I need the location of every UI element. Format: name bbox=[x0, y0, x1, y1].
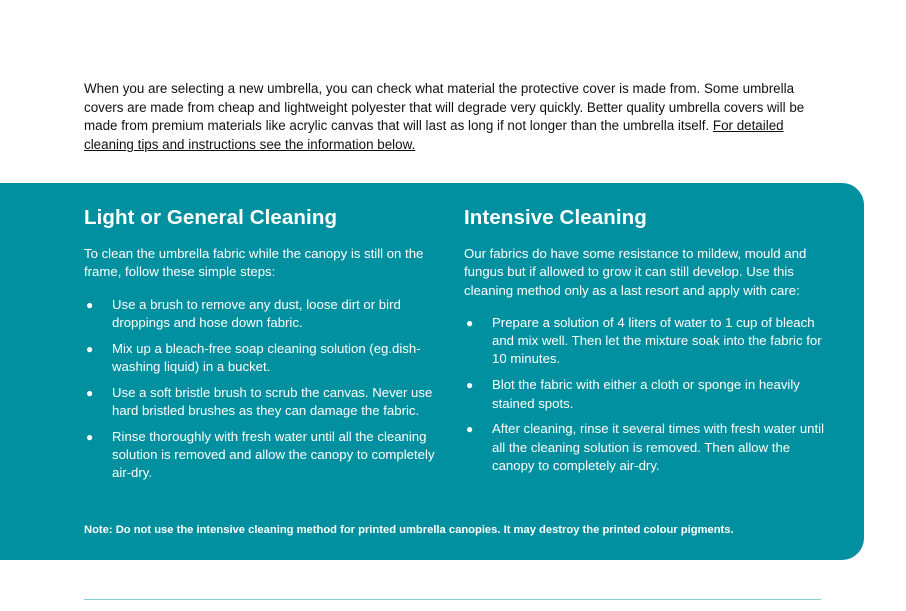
light-cleaning-title: Light or General Cleaning bbox=[84, 206, 338, 229]
bullet-icon: ● bbox=[86, 429, 94, 444]
list-item: ● Mix up a bleach-free soap cleaning solution (eg.dish-washing liquid) in a bucket. bbox=[86, 340, 421, 374]
cleaning-panel bbox=[0, 183, 864, 560]
list-item: ● Prepare a solution of 4 liters of water to 1 cup of bleach and mix well. Then let the mixture soak into the fabric for 10 minutes. bbox=[466, 314, 822, 367]
light-cleaning-list bbox=[84, 296, 436, 483]
bullet-icon: ● bbox=[86, 341, 94, 356]
list-item: ● Blot the fabric with either a cloth or sponge in heavily stained spots. bbox=[466, 377, 800, 411]
list-item: ● Rinse thoroughly with fresh water until all the cleaning solution is removed and allow the canopy to completely air-dry. bbox=[86, 428, 435, 481]
bullet-icon: ● bbox=[466, 378, 474, 393]
list-item: ● Use a soft bristle brush to scrub the canvas. Never use hard bristled brushes as they can damage the fabric. bbox=[86, 384, 433, 419]
light-cleaning-lead: To clean the umbrella fabric while the canopy is still on the frame, follow these simple steps: bbox=[84, 246, 424, 280]
bullet-icon: ● bbox=[86, 385, 94, 400]
printed-canopy-note: Note: Do not use the intensive cleaning method for printed umbrella canopies. It may destroy the printed colour pigments. bbox=[84, 524, 734, 536]
bullet-icon: ● bbox=[466, 422, 474, 437]
intensive-cleaning-title: Intensive Cleaning bbox=[464, 206, 647, 229]
list-item: ● Use a brush to remove any dust, loose dirt or bird droppings and hose down fabric. bbox=[86, 296, 401, 330]
bullet-icon: ● bbox=[466, 315, 474, 330]
intensive-cleaning-section bbox=[464, 205, 826, 483]
intro-text: When you are selecting a new umbrella, you can check what material the protective cover is made from. Some umbrella covers are made from cheap and lightweight polyester that will degrade very quickly. Better quality umbrella covers will be made from premium materials like acrylic canvas that will last as long if not longer than the umbrella itself. bbox=[84, 81, 805, 133]
cleaning-info-link[interactable]: For detailed cleaning tips and instructions see the information below. bbox=[84, 118, 784, 152]
section-divider bbox=[84, 599, 821, 600]
bullet-icon: ● bbox=[86, 297, 94, 312]
intensive-cleaning-list bbox=[464, 314, 826, 475]
list-item: ● After cleaning, rinse it several times with fresh water until all the cleaning solution is removed. Then allow the canopy to completely air-dry. bbox=[466, 421, 825, 473]
intensive-cleaning-lead: Our fabrics do have some resistance to mildew, mould and fungus but if allowed to grow it can still develop. Use this cleaning method only as a last resort and apply with care: bbox=[464, 246, 807, 298]
light-cleaning-section bbox=[84, 205, 436, 490]
intro-paragraph bbox=[84, 80, 824, 154]
